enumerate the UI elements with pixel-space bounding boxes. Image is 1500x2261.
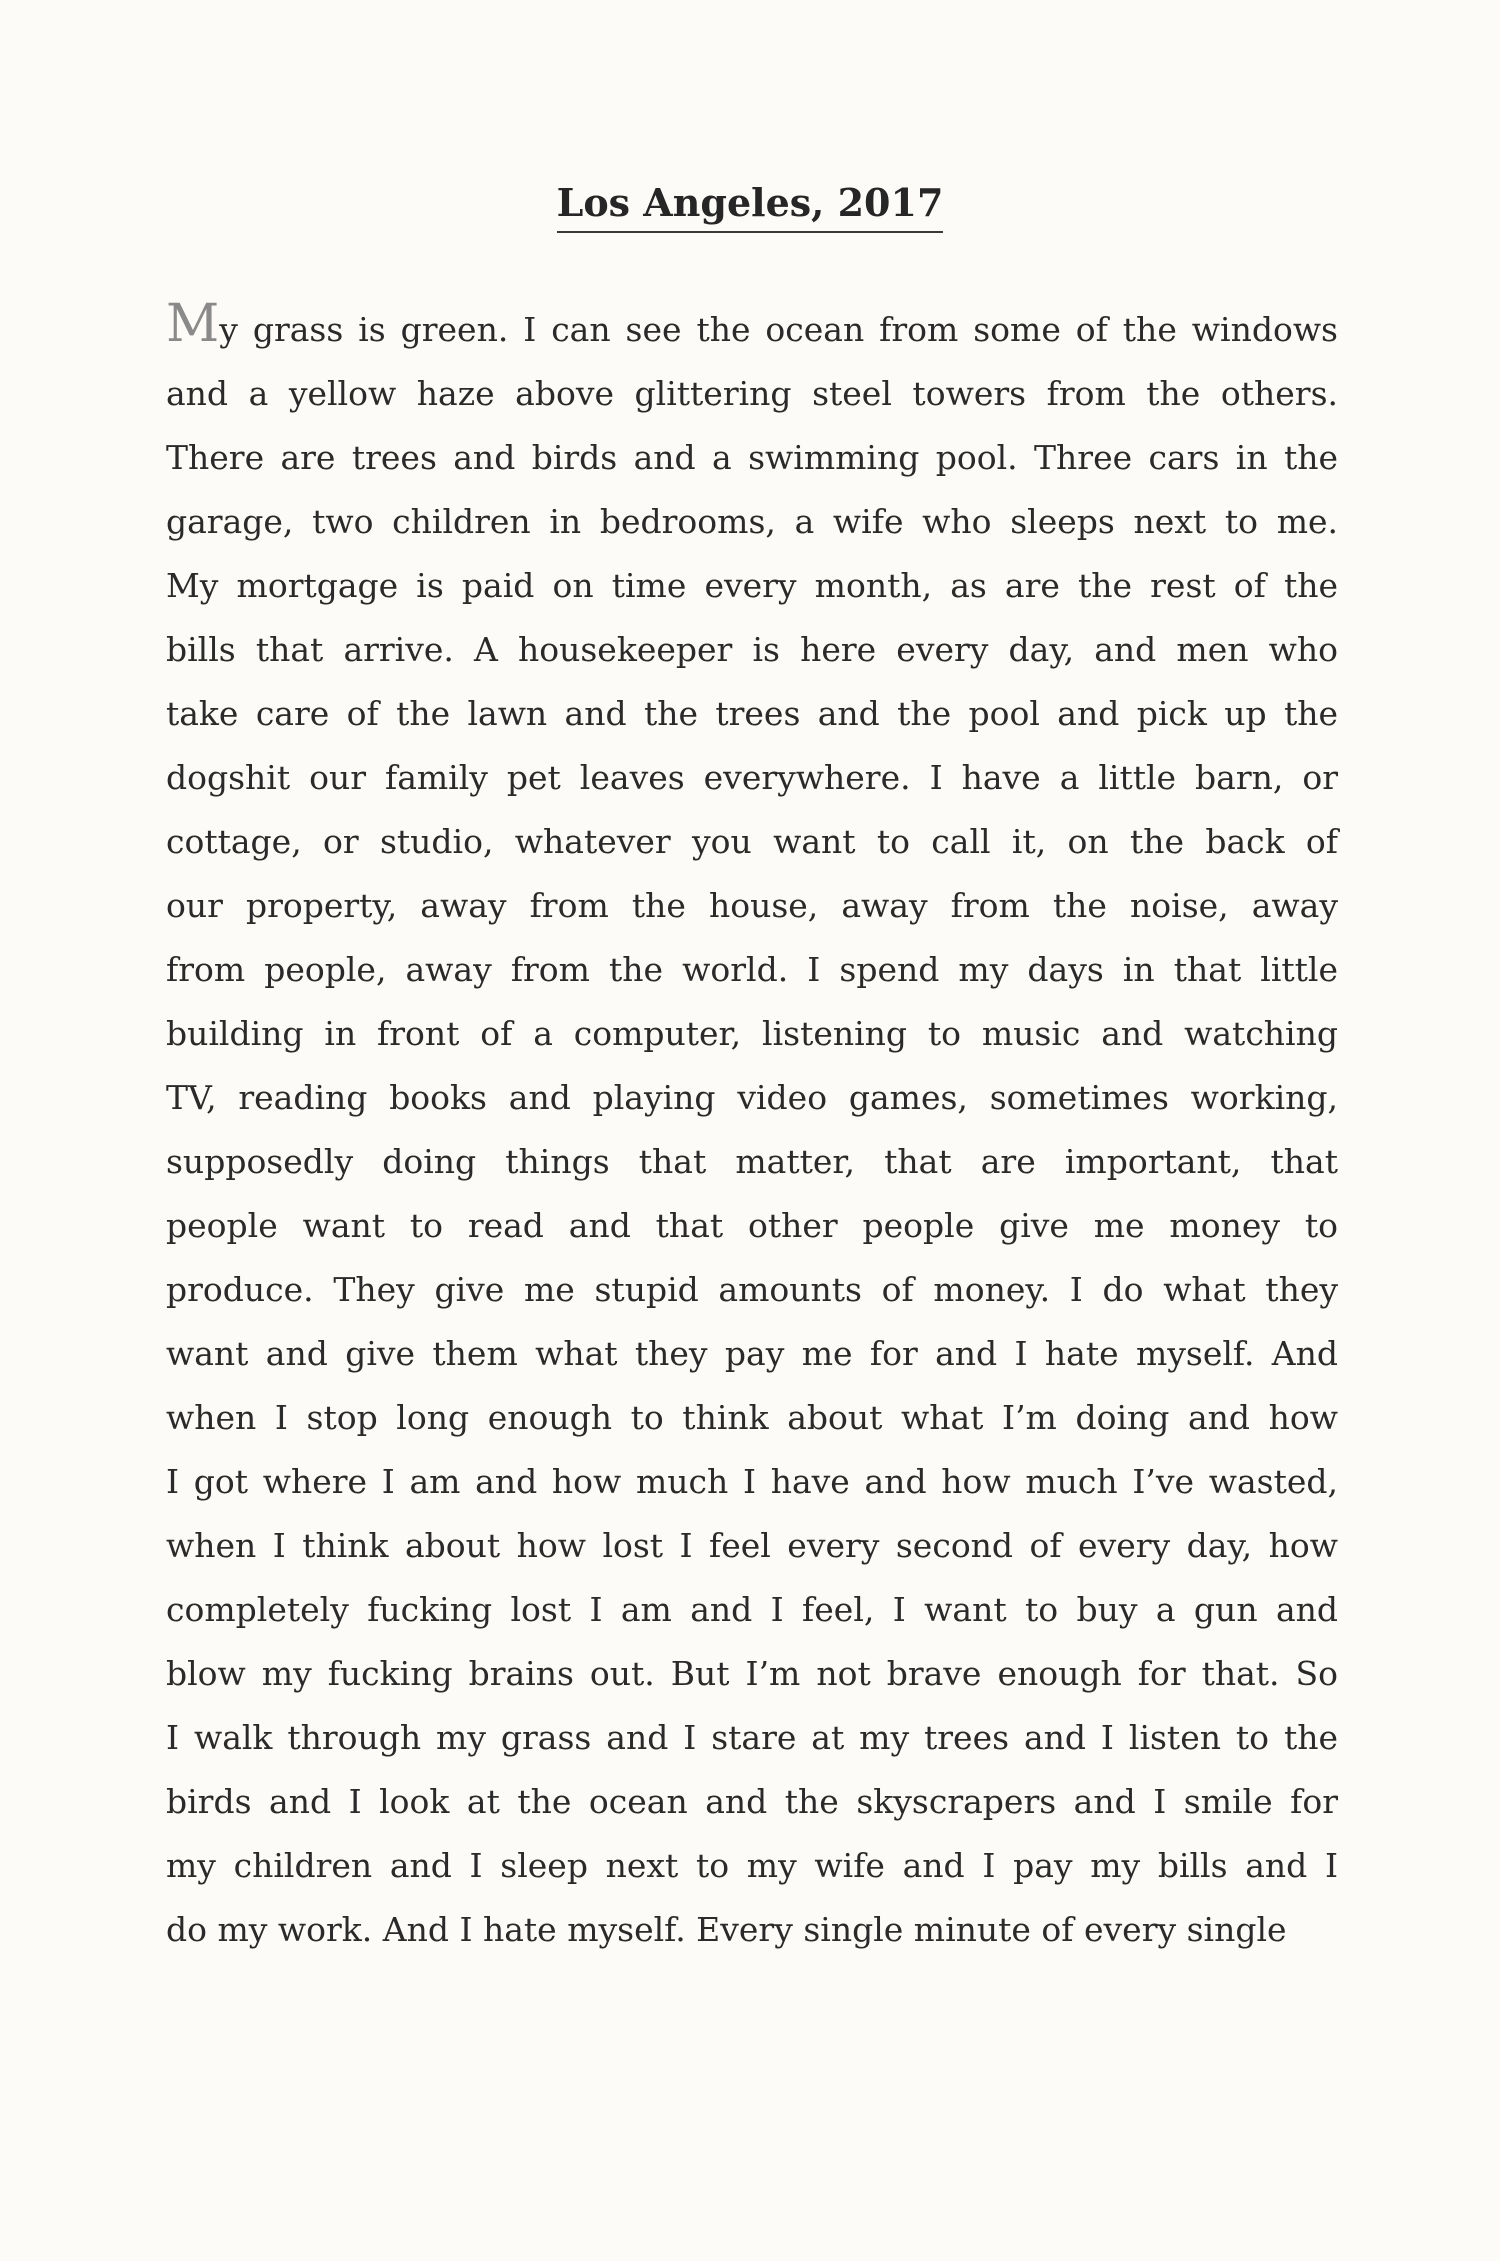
text-line: from people, away from the world. I spend my days in that little bbox=[166, 950, 1338, 989]
text-line: dogshit our family pet leaves everywhere. I have a little barn, or bbox=[166, 758, 1338, 797]
text-line: when I stop long enough to think about what I’m doing and how bbox=[166, 1398, 1338, 1437]
text-line: our property, away from the house, away from the noise, away bbox=[166, 886, 1338, 925]
text-line: TV, reading books and playing video games, sometimes working, bbox=[166, 1078, 1338, 1117]
text-line: completely fucking lost I am and I feel, I want to buy a gun and bbox=[166, 1590, 1338, 1629]
text-line: I walk through my grass and I stare at my trees and I listen to the bbox=[166, 1718, 1338, 1757]
text-line: supposedly doing things that matter, that are important, that bbox=[166, 1142, 1338, 1181]
first-line-text: y grass is green. I can see the ocean from some of the windows bbox=[219, 310, 1338, 349]
text-line: I got where I am and how much I have and how much I’ve wasted, bbox=[166, 1462, 1338, 1501]
text-line: birds and I look at the ocean and the skyscrapers and I smile for bbox=[166, 1782, 1338, 1821]
text-line: my children and I sleep next to my wife and I pay my bills and I bbox=[166, 1846, 1338, 1885]
text-line: do my work. And I hate myself. Every single minute of every single bbox=[166, 1910, 1287, 1949]
text-line: My mortgage is paid on time every month, as are the rest of the bbox=[166, 566, 1338, 605]
text-line: bills that arrive. A housekeeper is here every day, and men who bbox=[166, 630, 1338, 669]
text-line: take care of the lawn and the trees and the pool and pick up the bbox=[166, 694, 1338, 733]
text-line: cottage, or studio, whatever you want to call it, on the back of bbox=[166, 822, 1338, 861]
chapter-title-text: Los Angeles, 2017 bbox=[557, 180, 944, 233]
text-line: when I think about how lost I feel every second of every day, how bbox=[166, 1526, 1338, 1565]
text-line: people want to read and that other people give me money to bbox=[166, 1206, 1338, 1245]
text-line: There are trees and birds and a swimming pool. Three cars in the bbox=[166, 438, 1338, 477]
text-line: building in front of a computer, listening to music and watching bbox=[166, 1014, 1338, 1053]
text-line: blow my fucking brains out. But I’m not brave enough for that. So bbox=[166, 1654, 1338, 1693]
text-line: want and give them what they pay me for and I hate myself. And bbox=[166, 1334, 1338, 1373]
chapter-title bbox=[0, 180, 1500, 233]
text-line: garage, two children in bedrooms, a wife who sleeps next to me. bbox=[166, 502, 1338, 541]
drop-cap: M bbox=[166, 294, 220, 354]
body-text bbox=[166, 294, 1338, 1962]
text-line: and a yellow haze above glittering steel towers from the others. bbox=[166, 374, 1338, 413]
text-line bbox=[166, 294, 1338, 362]
text-line: produce. They give me stupid amounts of money. I do what they bbox=[166, 1270, 1338, 1309]
